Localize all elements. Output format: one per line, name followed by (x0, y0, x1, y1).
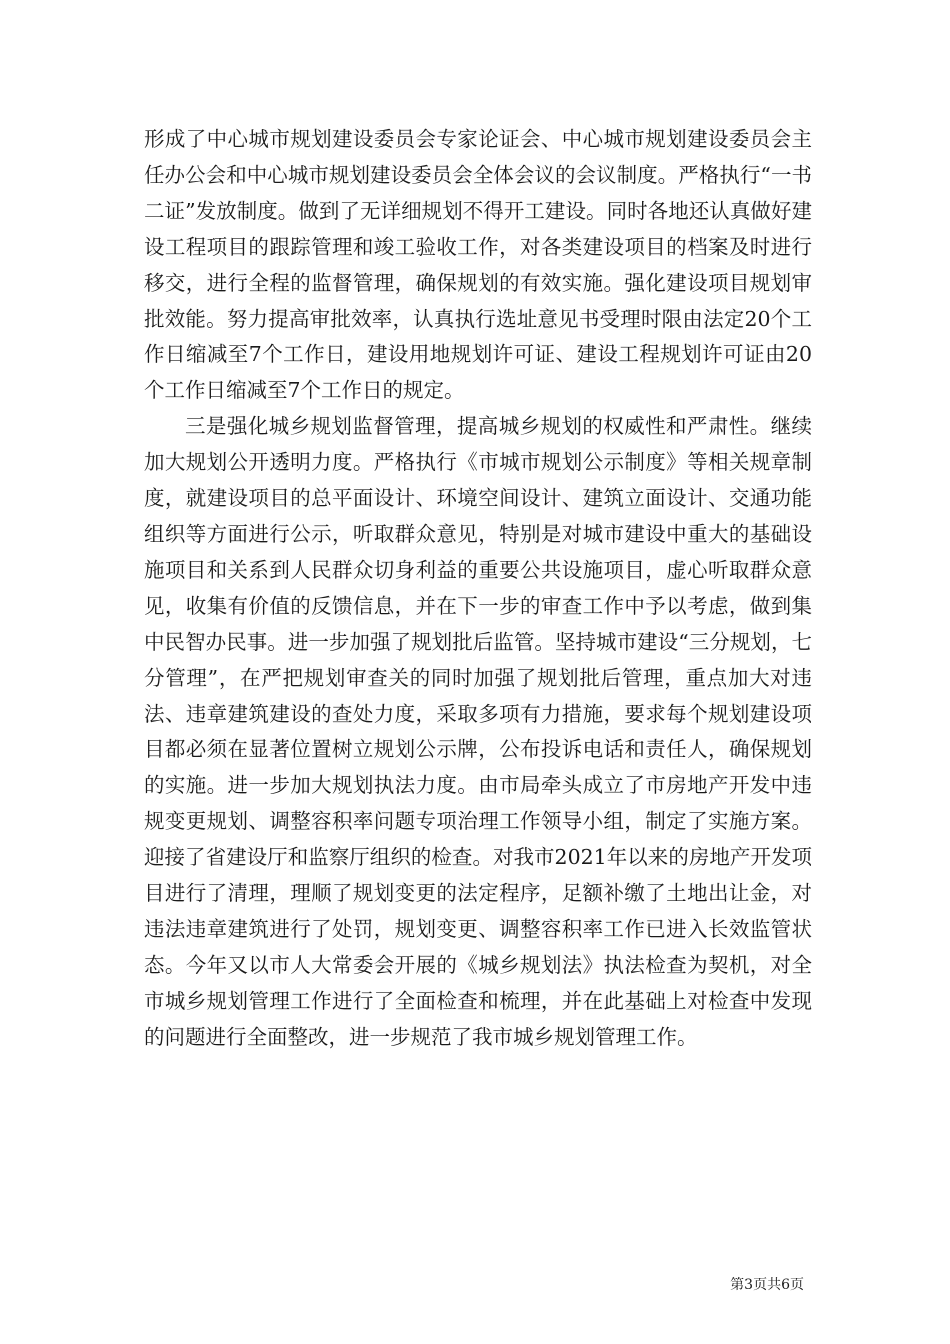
document-body (144, 122, 812, 1056)
paragraph-section-three: 三是强化城乡规划监督管理，提高城乡规划的权威性和严肃性。继续加大规划公开透明力度。严格执行《市城市规划公示制度》等相关规章制度，就建设项目的总平面设计、环境空间设计、建筑立面设计、交通功能组织等方面进行公示，听取群众意见，特别是对城市建设中重大的基础设施项目和关系到人民群众切身利益的重要公共设施项目，虚心听取群众意见，收集有价值的反馈信息，并在下一步的审查工作中予以考虑，做到集中民智办民事。进一步加强了规划批后监管。坚持城市建设“三分规划，七分管理”，在严把规划审查关的同时加强了规划批后管理，重点加大对违法、违章建筑建设的查处力度，采取多项有力措施，要求每个规划建设项目都必须在显著位置树立规划公示牌，公布投诉电话和责任人，确保规划的实施。进一步加大规划执法力度。由市局牵头成立了市房地产开发中违规变更规划、调整容积率问题专项治理工作领导小组，制定了实施方案。迎接了省建设厅和监察厅组织的检查。对我市2021年以来的房地产开发项目进行了清理，理顺了规划变更的法定程序，足额补缴了土地出让金，对违法违章建筑进行了处罚，规划变更、调整容积率工作已进入长效监管状态。今年又以市人大常委会开展的《城乡规划法》执法检查为契机，对全市城乡规划管理工作进行了全面检查和梳理，并在此基础上对检查中发现的问题进行全面整改，进一步规范了我市城乡规划管理工作。 (144, 414, 812, 1049)
paragraph-continued: 形成了中心城市规划建设委员会专家论证会、中心城市规划建设委员会主任办公会和中心城市规划建设委员会全体会议的会议制度。严格执行“一书二证”发放制度。做到了无详细规划不得开工建设。同时各地还认真做好建设工程项目的跟踪管理和竣工验收工作，对各类建设项目的档案及时进行移交，进行全程的监督管理，确保规划的有效实施。强化建设项目规划审批效能。努力提高审批效率，认真执行选址意见书受理时限由法定20个工作日缩减至7个工作日，建设用地规划许可证、建设工程规划许可证由20个工作日缩减至7个工作日的规定。 (144, 127, 812, 403)
page-number-footer: 第3页共6页 (730, 1277, 804, 1293)
